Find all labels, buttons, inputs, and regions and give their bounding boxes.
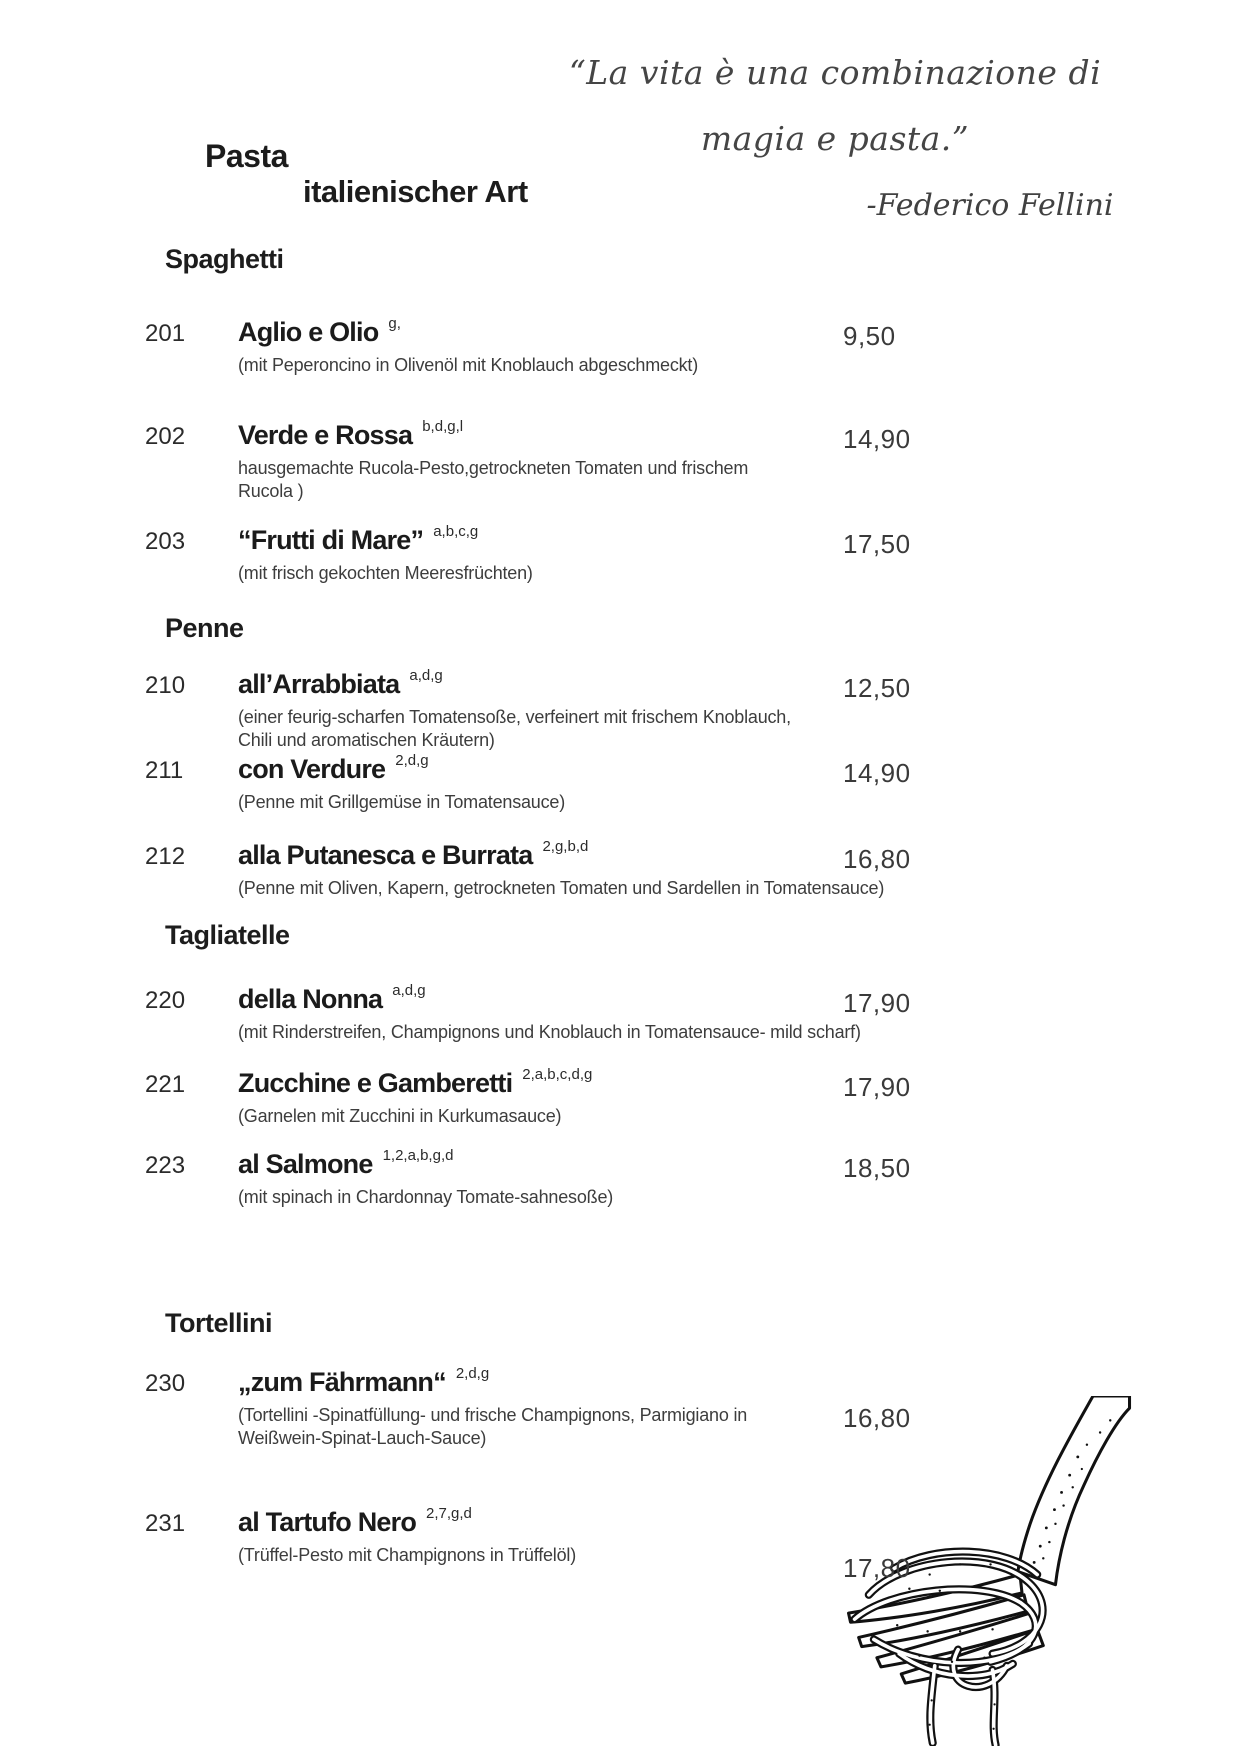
item-name <box>0 523 478 562</box>
menu-item <box>0 1147 1241 1209</box>
allergen-superscript: 2,a,b,c,d,g <box>522 1066 593 1083</box>
menu-item <box>0 838 1241 900</box>
item-description <box>0 877 1241 900</box>
item-price: 16,80 <box>843 1403 911 1433</box>
item-number: 210 <box>145 672 186 699</box>
allergen-superscript: 1,2,a,b,g,d <box>382 1147 454 1164</box>
page-subtitle: italienischer Art <box>303 174 528 209</box>
item-price: 12,50 <box>843 673 911 703</box>
item-row <box>0 982 1241 1016</box>
menu-item <box>0 982 1241 1044</box>
item-name <box>0 752 429 791</box>
section-items <box>0 982 1241 1209</box>
item-name <box>0 1365 489 1404</box>
item-name-text: „zum Fährmann“ <box>238 1367 446 1397</box>
item-row <box>0 315 1241 349</box>
item-description <box>0 1105 1241 1128</box>
quote <box>555 40 1115 172</box>
item-row <box>0 1066 1241 1100</box>
item-description-line: Chili und aromatischen Kräutern) <box>238 730 495 750</box>
allergen-superscript: a,d,g <box>409 667 443 684</box>
section-title: Tagliatelle <box>165 920 290 950</box>
item-price: 14,90 <box>843 424 911 454</box>
item-name-text: della Nonna <box>238 984 383 1014</box>
item-description-line: (Penne mit Grillgemüse in Tomatensauce) <box>238 792 566 812</box>
menu-section <box>0 919 1241 1209</box>
allergen-superscript: g, <box>388 315 401 332</box>
item-row <box>0 667 1241 701</box>
item-description <box>0 706 1241 752</box>
item-description-line: (mit Peperoncino in Olivenöl mit Knoblauch abgeschmeckt) <box>238 355 699 375</box>
item-number: 231 <box>145 1510 186 1537</box>
item-name <box>0 1066 592 1105</box>
section-title: Tortellini <box>165 1308 272 1338</box>
item-name-text: alla Putanesca e Burrata <box>238 840 533 870</box>
item-description <box>0 354 1241 377</box>
item-description-line: (mit spinach in Chardonnay Tomate-sahnesoße) <box>238 1187 614 1207</box>
allergen-superscript: a,d,g <box>392 982 426 999</box>
item-name-text: al Salmone <box>238 1149 373 1179</box>
item-number: 212 <box>145 843 186 870</box>
item-name-text: Verde e Rossa <box>238 420 413 450</box>
item-row <box>0 1147 1241 1181</box>
item-description <box>0 562 1241 585</box>
item-name <box>0 667 443 706</box>
allergen-superscript: a,b,c,g <box>433 523 479 540</box>
allergen-superscript: 2,7,g,d <box>426 1505 472 1522</box>
item-description-line: (einer feurig-scharfen Tomatensoße, verfeinert mit frischem Knoblauch, <box>238 707 791 727</box>
menu-item <box>0 1066 1241 1128</box>
menu-item <box>0 418 1241 503</box>
item-number: 220 <box>145 987 186 1014</box>
item-name <box>0 315 401 354</box>
item-row <box>0 752 1241 786</box>
item-description-line: (mit Rinderstreifen, Champignons und Knoblauch in Tomatensauce- mild scharf) <box>238 1022 861 1042</box>
item-name <box>0 982 426 1021</box>
item-name <box>0 1505 472 1544</box>
menu-section <box>0 612 1241 900</box>
item-number: 202 <box>145 423 186 450</box>
item-name <box>0 838 588 877</box>
item-number: 203 <box>145 528 186 555</box>
item-number: 230 <box>145 1370 186 1397</box>
menu-item <box>0 667 1241 752</box>
item-name-text: Zucchine e Gamberetti <box>238 1068 513 1098</box>
menu-item <box>0 315 1241 377</box>
item-name-text: Aglio e Olio <box>238 317 379 347</box>
menu-item <box>0 752 1241 814</box>
item-name-text: all’Arrabbiata <box>238 669 400 699</box>
item-row <box>0 523 1241 557</box>
item-description <box>0 1186 1241 1209</box>
item-description-line: Weißwein-Spinat-Lauch-Sauce) <box>238 1428 487 1448</box>
item-description <box>0 791 1241 814</box>
section-title: Spaghetti <box>165 244 284 274</box>
item-name <box>0 1147 453 1186</box>
section-title: Penne <box>165 613 244 643</box>
item-name-text: “Frutti di Mare” <box>238 525 424 555</box>
item-price: 17,50 <box>843 529 911 559</box>
item-row <box>0 418 1241 452</box>
item-description <box>0 457 1241 503</box>
item-description <box>0 1021 1241 1044</box>
item-number: 201 <box>145 320 186 347</box>
item-description-line: (Trüffel-Pesto mit Champignons in Trüffelöl) <box>238 1545 577 1565</box>
quote-line-1: “La vita è una combinazione di <box>568 53 1102 92</box>
quote-attribution: -Federico Fellini <box>866 188 1114 223</box>
item-price: 18,50 <box>843 1153 911 1183</box>
item-price: 17,90 <box>843 988 911 1018</box>
item-number: 223 <box>145 1152 186 1179</box>
item-description-line: (mit frisch gekochten Meeresfrüchten) <box>238 563 533 583</box>
section-items <box>0 315 1241 585</box>
allergen-superscript: 2,d,g <box>455 1365 490 1382</box>
menu-section <box>0 243 1241 585</box>
item-number: 211 <box>145 757 184 784</box>
item-price: 16,80 <box>843 844 911 874</box>
item-name-text: al Tartufo Nero <box>238 1507 417 1537</box>
allergen-superscript: 2,d,g <box>395 752 429 769</box>
item-description-line: (Tortellini -Spinatfüllung- und frische Champignons, Parmigiano in <box>238 1405 748 1425</box>
allergen-superscript: b,d,g,l <box>422 418 464 435</box>
section-items <box>0 667 1241 900</box>
item-row <box>0 838 1241 872</box>
item-number: 221 <box>145 1071 186 1098</box>
item-price: 17,90 <box>843 1072 911 1102</box>
item-price: 17,80 <box>843 1553 911 1583</box>
item-price: 14,90 <box>843 758 911 788</box>
menu-item <box>0 523 1241 585</box>
allergen-superscript: 2,g,b,d <box>542 838 589 855</box>
item-description-line: (Garnelen mit Zucchini in Kurkumasauce) <box>238 1106 562 1126</box>
item-name-text: con Verdure <box>238 754 386 784</box>
quote-line-2: magia e pasta.” <box>700 119 970 158</box>
item-name <box>0 418 463 457</box>
page-title: Pasta <box>205 138 288 174</box>
item-description-line: Rucola ) <box>238 481 304 501</box>
item-description-line: (Penne mit Oliven, Kapern, getrockneten Tomaten und Sardellen in Tomatensauce) <box>238 878 885 898</box>
item-price: 9,50 <box>843 321 896 351</box>
item-description-line: hausgemachte Rucola-Pesto,getrockneten Tomaten und frischem <box>238 458 749 478</box>
